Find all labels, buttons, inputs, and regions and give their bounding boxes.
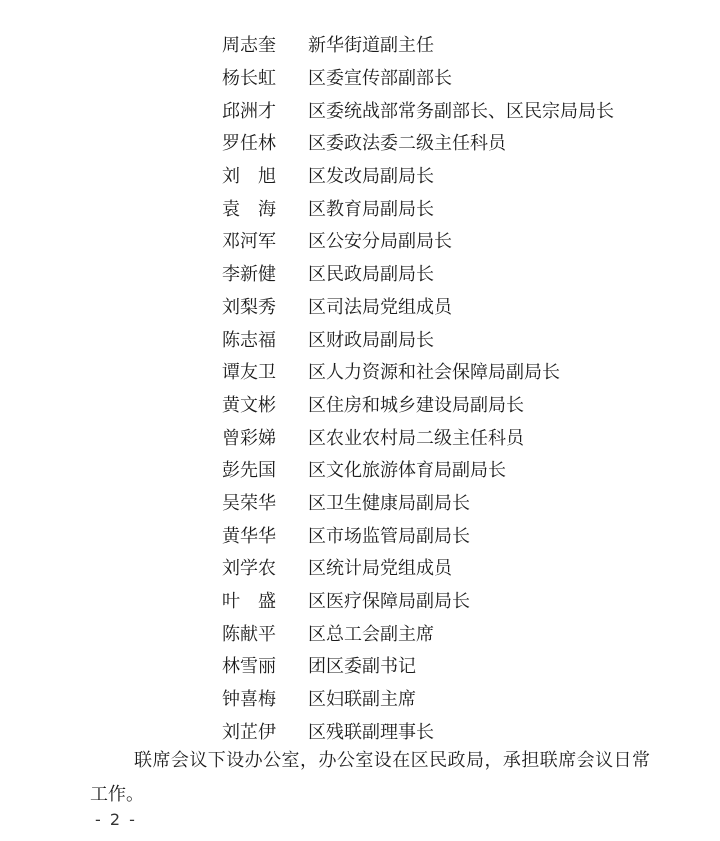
member-title: 区委统战部常务副部长、区民宗局局长 <box>308 100 614 122</box>
member-row <box>222 488 614 521</box>
member-name: 谭友卫 <box>222 362 276 384</box>
member-row <box>222 30 614 63</box>
member-name: 林雪丽 <box>222 656 276 678</box>
member-title: 区卫生健康局副局长 <box>308 492 470 514</box>
member-name: 钟喜梅 <box>222 689 276 711</box>
member-name: 黄文彬 <box>222 394 276 416</box>
member-list <box>222 30 614 749</box>
member-title: 区公安分局副局长 <box>308 231 452 253</box>
member-row <box>222 553 614 586</box>
member-name: 陈志福 <box>222 329 276 351</box>
member-row <box>222 128 614 161</box>
member-title: 区民政局副局长 <box>308 264 434 286</box>
member-title: 新华街道副主任 <box>308 35 434 57</box>
member-row <box>222 357 614 390</box>
member-row <box>222 651 614 684</box>
member-name: 陈献平 <box>222 623 276 645</box>
member-title: 区人力资源和社会保障局副局长 <box>308 362 560 384</box>
member-title: 区财政局副局长 <box>308 329 434 351</box>
member-row <box>222 422 614 455</box>
member-title: 区统计局党组成员 <box>308 558 452 580</box>
member-title: 区残联副理事长 <box>308 721 434 743</box>
member-name: 吴荣华 <box>222 492 276 514</box>
member-row <box>222 618 614 651</box>
member-row <box>222 95 614 128</box>
member-name: 袁 海 <box>222 198 276 220</box>
member-row <box>222 684 614 717</box>
member-title: 团区委副书记 <box>308 656 416 678</box>
member-title: 区农业农村局二级主任科员 <box>308 427 524 449</box>
member-title: 区市场监管局副局长 <box>308 525 470 547</box>
member-row <box>222 586 614 619</box>
member-row <box>222 324 614 357</box>
member-name: 彭先国 <box>222 460 276 482</box>
member-name: 黄华华 <box>222 525 276 547</box>
member-row <box>222 193 614 226</box>
member-name: 邓河军 <box>222 231 276 253</box>
member-row <box>222 226 614 259</box>
member-title: 区总工会副主席 <box>308 623 434 645</box>
member-name: 周志奎 <box>222 35 276 57</box>
page-number: - 2 - <box>95 810 137 829</box>
office-paragraph: 联席会议下设办公室，办公室设在区民政局，承担联席会议日常工作。 <box>90 750 650 805</box>
member-name: 刘学农 <box>222 558 276 580</box>
member-name: 刘芷伊 <box>222 721 276 743</box>
member-title: 区妇联副主席 <box>308 689 416 711</box>
member-name: 叶 盛 <box>222 591 276 613</box>
member-title: 区医疗保障局副局长 <box>308 591 470 613</box>
member-row <box>222 390 614 423</box>
member-name: 罗任林 <box>222 133 276 155</box>
member-name: 邱洲才 <box>222 100 276 122</box>
member-row <box>222 520 614 553</box>
member-title: 区司法局党组成员 <box>308 296 452 318</box>
member-title: 区委宣传部副部长 <box>308 68 452 90</box>
member-title: 区发改局副局长 <box>308 166 434 188</box>
member-name: 刘梨秀 <box>222 296 276 318</box>
member-row <box>222 161 614 194</box>
member-row <box>222 455 614 488</box>
member-name: 李新健 <box>222 264 276 286</box>
member-title: 区委政法委二级主任科员 <box>308 133 506 155</box>
member-title: 区文化旅游体育局副局长 <box>308 460 506 482</box>
member-row <box>222 292 614 325</box>
member-title: 区住房和城乡建设局副局长 <box>308 394 524 416</box>
member-row <box>222 259 614 292</box>
member-row <box>222 63 614 96</box>
member-name: 刘 旭 <box>222 166 276 188</box>
member-title: 区教育局副局长 <box>308 198 434 220</box>
member-name: 曾彩娣 <box>222 427 276 449</box>
member-name: 杨长虹 <box>222 68 276 90</box>
